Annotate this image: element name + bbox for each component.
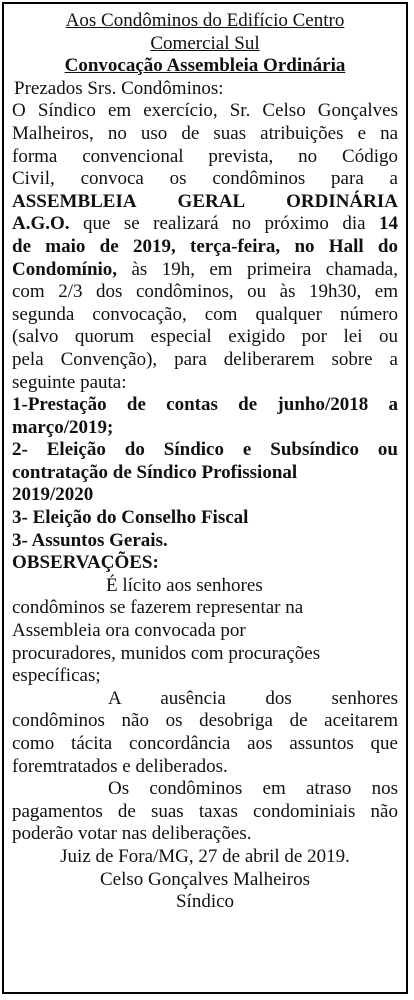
agenda-item-2: 2- Eleição do Síndico e Subsíndico ou — [12, 439, 398, 461]
ago-heading: ASSEMBLEIA GERAL ORDINÁRIA — [12, 190, 398, 212]
agenda-item-2-cont: contratação de Síndico Profissional — [12, 461, 298, 483]
place-date: Juiz de Fora/MG, 27 de abril de 2019. — [60, 845, 350, 867]
obs-line — [12, 778, 398, 801]
obs-line: condôminos não os desobriga de aceitarem — [12, 710, 398, 732]
body-line: com 2/3 dos condôminos, ou às 19h30, em — [12, 281, 398, 303]
agenda-item-1: 1-Prestação de contas de junho/2018 a — [12, 394, 398, 416]
obs-line: específicas; — [12, 665, 101, 687]
obs-line: procuradores, munidos com procurações — [12, 642, 321, 664]
body-line: forma convencional prevista, no Código — [12, 145, 398, 167]
obs-line: foremtratados e deliberados. — [12, 755, 228, 777]
body-text: que se realizará no próximo dia — [69, 213, 379, 235]
body-line: Malheiros, no uso de suas atribuições e na — [12, 122, 398, 144]
obs-line: poderão votar nas deliberações. — [12, 823, 252, 845]
agenda-item-4: 3- Assuntos Gerais. — [12, 529, 168, 551]
body-line: segunda convocação, com qualquer número — [12, 303, 398, 325]
body-line: Civil, convoca os condôminos para a — [12, 168, 398, 190]
notice-box — [2, 2, 408, 994]
observations-heading: OBSERVAÇÕES: — [12, 552, 159, 574]
obs-text: Os condôminos em atraso nos — [108, 778, 398, 800]
obs-line: condôminos se fazerem representar na — [12, 597, 304, 619]
ago-abbr: A.G.O. — [12, 213, 70, 235]
date-line: de maio de 2019, terça-feira, no Hall do — [12, 235, 398, 257]
obs-line: Assembleia ora convocada por — [12, 620, 246, 642]
agenda-item-2-cont: 2019/2020 — [12, 484, 94, 506]
body-line: pela Convenção), para deliberarem sobre a — [12, 348, 398, 370]
obs-line — [12, 688, 398, 711]
date-place: Condomínio, — [12, 258, 118, 280]
body-line — [12, 259, 398, 282]
obs-line: pagamentos de suas taxas condominiais não — [12, 800, 398, 822]
body-line: seguinte pauta: — [12, 371, 127, 393]
signatory-role: Síndico — [175, 891, 235, 913]
body-line: (salvo quorum especial exigido por lei ou — [12, 326, 398, 348]
body-text: às 19h, em primeira chamada, — [117, 258, 398, 280]
greeting: Prezados Srs. Condôminos: — [14, 77, 224, 99]
agenda-item-1-cont: março/2019; — [12, 416, 114, 438]
date-day: 14 — [379, 213, 398, 235]
agenda-item-3: 3- Eleição do Conselho Fiscal — [12, 507, 249, 529]
body-line: O Síndico em exercício, Sr. Celso Gonçalves — [12, 100, 398, 122]
obs-line: como tácita concordância aos assuntos que — [12, 733, 398, 754]
signatory-name: Celso Gonçalves Malheiros — [99, 868, 310, 890]
obs-line: É lícito aos senhores — [106, 574, 263, 596]
obs-text: A ausência dos senhores — [108, 687, 398, 709]
title-line-2: Comercial Sul — [150, 32, 260, 54]
subtitle: Convocação Assembleia Ordinária — [64, 55, 346, 77]
body-line — [12, 213, 398, 236]
title-line-1: Aos Condôminos do Edifício Centro — [65, 10, 345, 31]
